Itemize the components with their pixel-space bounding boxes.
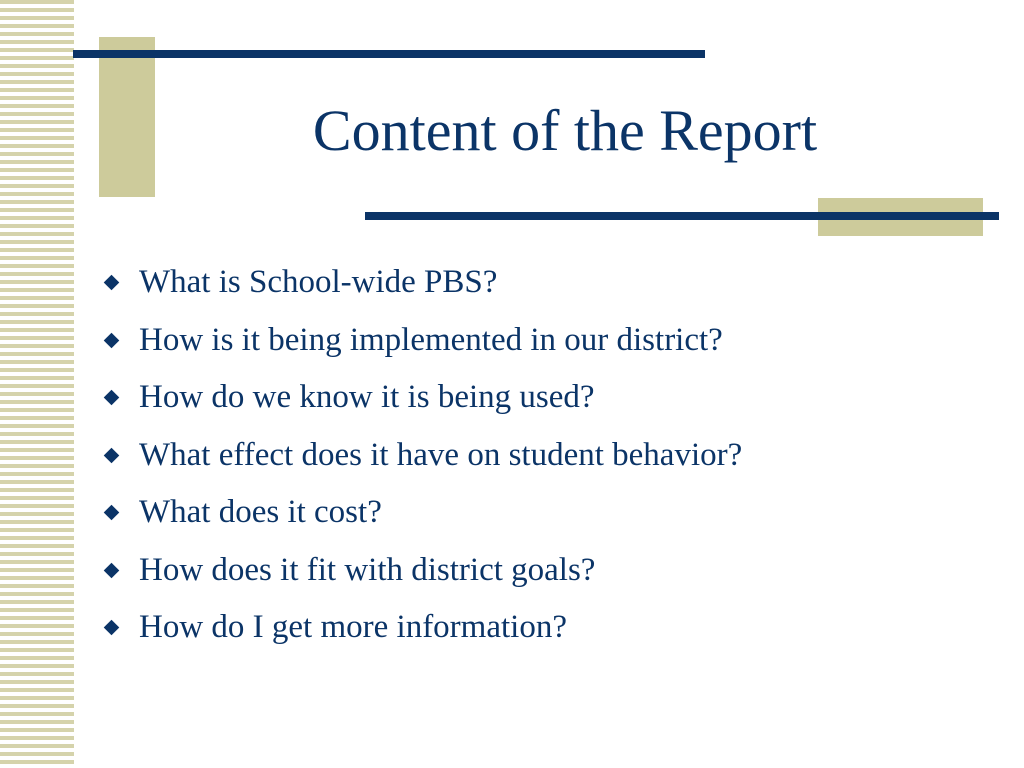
bullet-text: How do we know it is being used? [139, 379, 595, 416]
bullet-item [100, 427, 742, 485]
title-rule-top [73, 50, 705, 58]
diamond-bullet-icon [104, 447, 120, 463]
diamond-bullet-icon [104, 390, 120, 406]
bullet-item [100, 369, 742, 427]
bullet-text: What effect does it have on student behavior? [139, 436, 743, 473]
diamond-bullet-icon [104, 275, 120, 291]
bullet-text: How is it being implemented in our district? [139, 321, 723, 358]
bullet-item [100, 312, 742, 370]
diamond-bullet-icon [104, 620, 120, 636]
diamond-bullet-icon [104, 505, 120, 521]
decorative-stripe-bar [0, 0, 74, 768]
diamond-bullet-icon [104, 332, 120, 348]
bullet-text: How do I get more information? [139, 609, 567, 646]
bullet-item [100, 484, 742, 542]
diamond-bullet-icon [104, 562, 120, 578]
bullet-text: What is School-wide PBS? [139, 264, 498, 301]
bullet-list [100, 254, 742, 657]
title-rule-bottom [365, 212, 999, 220]
bullet-item [100, 599, 742, 657]
bullet-item [100, 542, 742, 600]
bullet-text: How does it fit with district goals? [139, 551, 596, 588]
slide-title: Content of the Report [312, 98, 818, 163]
bullet-item [100, 254, 742, 312]
bullet-text: What does it cost? [139, 494, 382, 531]
decorative-accent-block-left [99, 37, 155, 197]
